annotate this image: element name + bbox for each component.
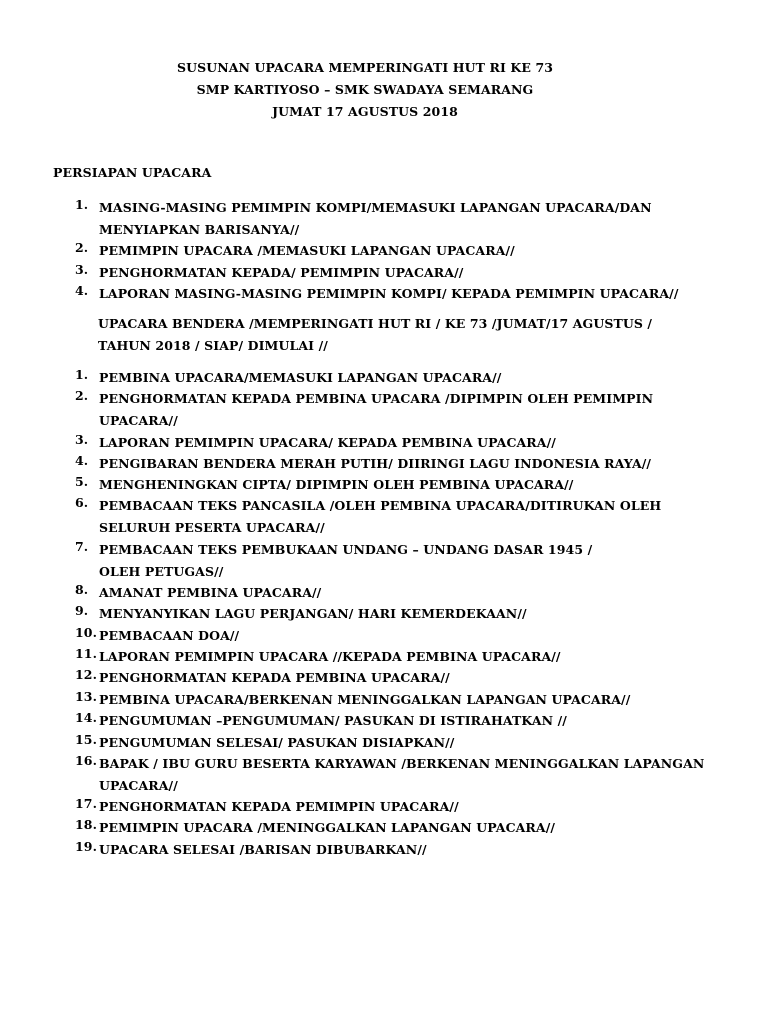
item-number: 10. <box>75 625 98 640</box>
item-text: LAPORAN PEMIMPIN UPACARA //KEPADA PEMBINA UPACARA// <box>99 649 561 664</box>
item-text: PENGIBARAN BENDERA MERAH PUTIH/ DIIRINGI LAGU INDONESIA RAYA// <box>99 456 652 471</box>
ceremony-item <box>75 432 765 454</box>
item-text: PEMBINA UPACARA/MEMASUKI LAPANGAN UPACARA// <box>99 370 502 385</box>
preparation-item <box>75 240 765 262</box>
item-number: 2. <box>75 240 89 255</box>
ceremony-item <box>75 495 765 539</box>
ceremony-item <box>75 839 765 861</box>
item-number: 1. <box>75 367 89 382</box>
section-heading: PERSIAPAN UPACARA <box>53 165 212 180</box>
item-text: MENGHENINGKAN CIPTA/ DIPIMPIN OLEH PEMBINA UPACARA// <box>99 477 574 492</box>
ceremony-item <box>75 582 765 604</box>
item-text: PEMIMPIN UPACARA /MENINGGALKAN LAPANGAN UPACARA// <box>99 820 556 835</box>
ceremony-item <box>75 625 765 647</box>
document-title-line-1: SUSUNAN UPACARA MEMPERINGATI HUT RI KE 73 <box>176 60 554 75</box>
item-number: 8. <box>75 582 89 597</box>
ceremony-item <box>75 388 765 432</box>
item-text: LAPORAN PEMIMPIN UPACARA/ KEPADA PEMBINA UPACARA// <box>99 435 556 450</box>
ceremony-item <box>75 453 765 475</box>
document-title-line-2: SMP KARTIYOSO – SMK SWADAYA SEMARANG <box>196 82 534 97</box>
item-number: 12. <box>75 667 98 682</box>
item-number: 14. <box>75 710 98 725</box>
item-text: PENGHORMATAN KEPADA PEMBINA UPACARA /DIPIMPIN OLEH PEMIMPIN UPACARA// <box>99 391 654 428</box>
ceremony-item <box>75 646 765 668</box>
item-number: 4. <box>75 283 89 298</box>
item-number: 19. <box>75 839 98 854</box>
item-number: 2. <box>75 388 89 403</box>
item-text: PENGHORMATAN KEPADA PEMIMPIN UPACARA// <box>99 799 459 814</box>
ceremony-item <box>75 817 765 839</box>
item-number: 18. <box>75 817 98 832</box>
item-text: AMANAT PEMBINA UPACARA// <box>99 585 322 600</box>
ceremony-item <box>75 603 765 625</box>
item-text: MENYANYIKAN LAGU PERJANGAN/ HARI KEMERDEKAAN// <box>99 606 527 621</box>
item-text: PENGUMUMAN –PENGUMUMAN/ PASUKAN DI ISTIRAHATKAN // <box>99 713 567 728</box>
preparation-item <box>75 283 765 305</box>
item-text: PENGUMUMAN SELESAI/ PASUKAN DISIAPKAN// <box>99 735 455 750</box>
document-title-line-3: JUMAT 17 AGUSTUS 2018 <box>272 104 458 119</box>
item-text: PEMBACAAN TEKS PEMBUKAAN UNDANG – UNDANG DASAR 1945 / OLEH PETUGAS// <box>99 542 593 579</box>
item-number: 9. <box>75 603 89 618</box>
ceremony-item <box>75 689 765 711</box>
item-number: 3. <box>75 432 89 447</box>
ceremony-item <box>75 710 765 732</box>
item-number: 11. <box>75 646 98 661</box>
item-number: 17. <box>75 796 98 811</box>
item-number: 6. <box>75 495 89 510</box>
item-number: 13. <box>75 689 98 704</box>
item-text: PEMBACAAN DOA// <box>99 628 240 643</box>
item-number: 15. <box>75 732 98 747</box>
ceremony-item <box>75 732 765 754</box>
ceremony-item <box>75 796 765 818</box>
item-number: 5. <box>75 474 89 489</box>
item-text: PENGHORMATAN KEPADA/ PEMIMPIN UPACARA// <box>99 265 464 280</box>
item-text: PEMBINA UPACARA/BERKENAN MENINGGALKAN LAPANGAN UPACARA// <box>99 692 631 707</box>
ceremony-item <box>75 474 765 496</box>
item-text: PEMIMPIN UPACARA /MEMASUKI LAPANGAN UPACARA// <box>99 243 515 258</box>
ceremony-announcement: UPACARA BENDERA /MEMPERINGATI HUT RI / KE 73 /JUMAT/17 AGUSTUS / TAHUN 2018 / SIAP/ DIMULAI // <box>98 316 653 353</box>
item-number: 3. <box>75 262 89 277</box>
preparation-item <box>75 262 765 284</box>
item-number: 1. <box>75 197 89 212</box>
ceremony-item <box>75 667 765 689</box>
ceremony-item <box>75 753 765 797</box>
item-text: LAPORAN MASING-MASING PEMIMPIN KOMPI/ KEPADA PEMIMPIN UPACARA// <box>99 286 679 301</box>
item-text: PEMBACAAN TEKS PANCASILA /OLEH PEMBINA UPACARA/DITIRUKAN OLEH SELURUH PESERTA UPACARA// <box>99 498 662 535</box>
ceremony-item <box>75 539 765 583</box>
item-number: 16. <box>75 753 98 768</box>
item-text: PENGHORMATAN KEPADA PEMBINA UPACARA// <box>99 670 450 685</box>
item-text: MASING-MASING PEMIMPIN KOMPI/MEMASUKI LAPANGAN UPACARA/DAN MENYIAPKAN BARISANYA// <box>99 200 652 237</box>
item-number: 7. <box>75 539 89 554</box>
item-text: UPACARA SELESAI /BARISAN DIBUBARKAN// <box>99 842 427 857</box>
item-text: BAPAK / IBU GURU BESERTA KARYAWAN /BERKENAN MENINGGALKAN LAPANGAN UPACARA// <box>99 756 705 793</box>
item-number: 4. <box>75 453 89 468</box>
preparation-item <box>75 197 765 241</box>
ceremony-item <box>75 367 765 389</box>
